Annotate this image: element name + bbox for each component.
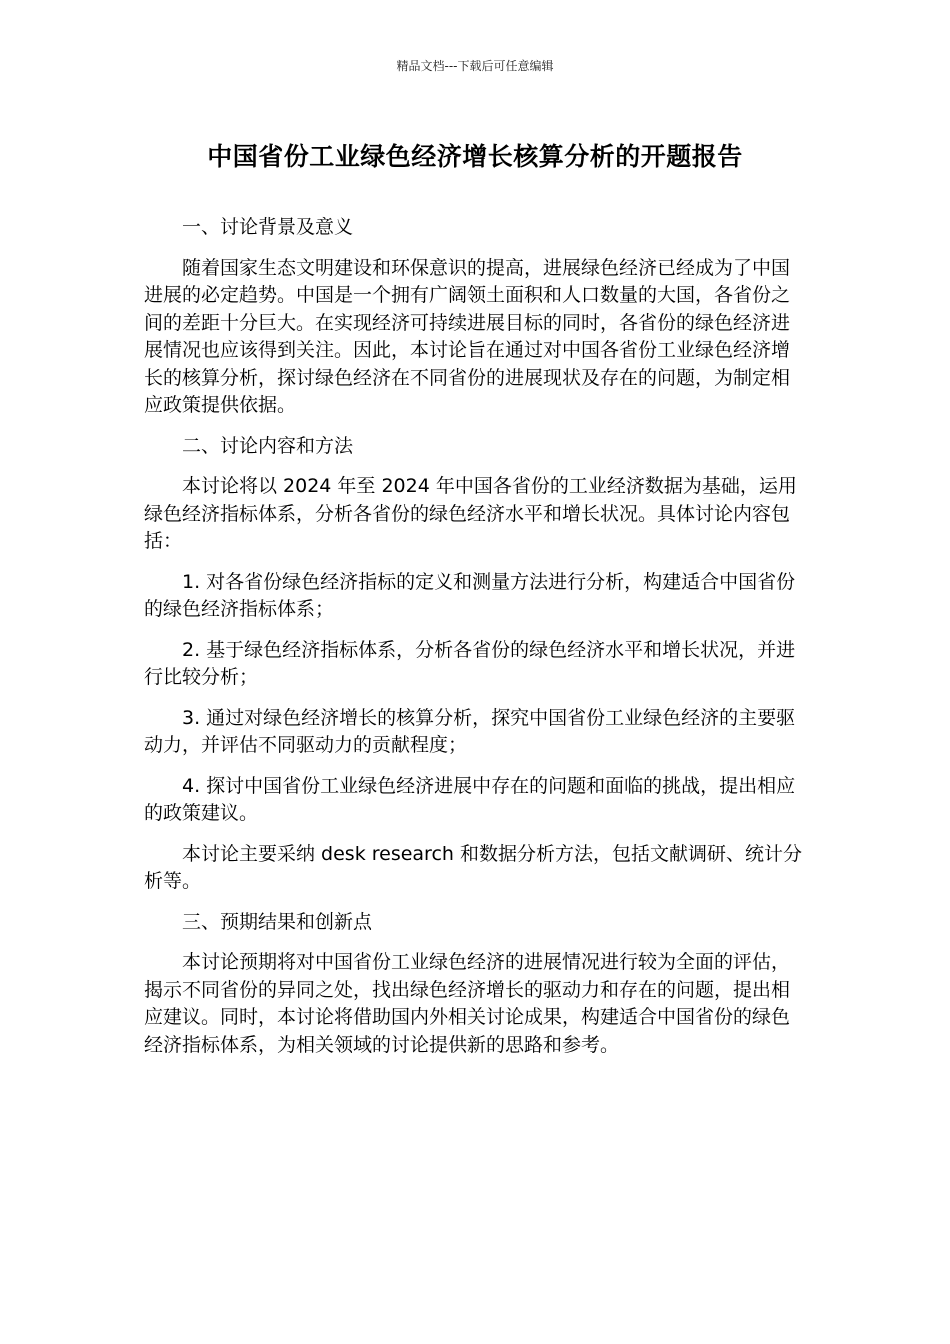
paragraph-methods: 本讨论主要采纳 desk research 和数据分析方法，包括文献调研、统计分析等。	[144, 842, 802, 892]
section-heading-content-methods: 二、讨论内容和方法	[182, 434, 354, 457]
document-title: 中国省份工业绿色经济增长核算分析的开题报告	[207, 142, 743, 171]
paragraph-expected-results: 本讨论预期将对中国省份工业绿色经济的进展情况进行较为全面的评估，揭示不同省份的异同之处，找出绿色经济增长的驱动力和存在的问题，提出相应建议。同时，本讨论将借助国内外相关讨论成果，构建适合中国省份的绿色经济指标体系，为相关领域的讨论提供新的思路和参考。	[144, 951, 791, 1056]
page-header-note: 精品文档---下载后可任意编辑	[396, 59, 554, 73]
paragraph-content-intro: 本讨论将以 2024 年至 2024 年中国各省份的工业经济数据为基础，运用绿色经济指标体系，分析各省份的绿色经济水平和增长状况。具体讨论内容包括：	[144, 475, 797, 552]
section-heading-background: 一、讨论背景及意义	[182, 216, 354, 238]
document-body	[144, 214, 808, 1059]
paragraph-background: 随着国家生态文明建设和环保意识的提高，进展绿色经济已经成为了中国进展的必定趋势。中国是一个拥有广阔领土面积和人口数量的大国，各省份之间的差距十分巨大。在实现经济可持续进展目标的同时，各省份的绿色经济进展情况也应该得到关注。因此，本讨论旨在通过对中国各省份工业绿色经济增长的核算分析，探讨绿色经济在不同省份的进展现状及存在的问题，为制定相应政策提供依据。	[144, 256, 791, 416]
section-heading-expected-results: 三、预期结果和创新点	[182, 910, 373, 933]
list-item-2: 2. 基于绿色经济指标体系，分析各省份的绿色经济水平和增长状况，并进行比较分析；	[144, 638, 796, 688]
list-item-3: 3. 通过对绿色经济增长的核算分析，探究中国省份工业绿色经济的主要驱动力，并评估不同驱动力的贡献程度；	[144, 706, 796, 756]
list-item-4: 4. 探讨中国省份工业绿色经济进展中存在的问题和面临的挑战，提出相应的政策建议。	[144, 774, 796, 824]
list-item-1: 1. 对各省份绿色经济指标的定义和测量方法进行分析，构建适合中国省份的绿色经济指标体系；	[144, 570, 796, 620]
